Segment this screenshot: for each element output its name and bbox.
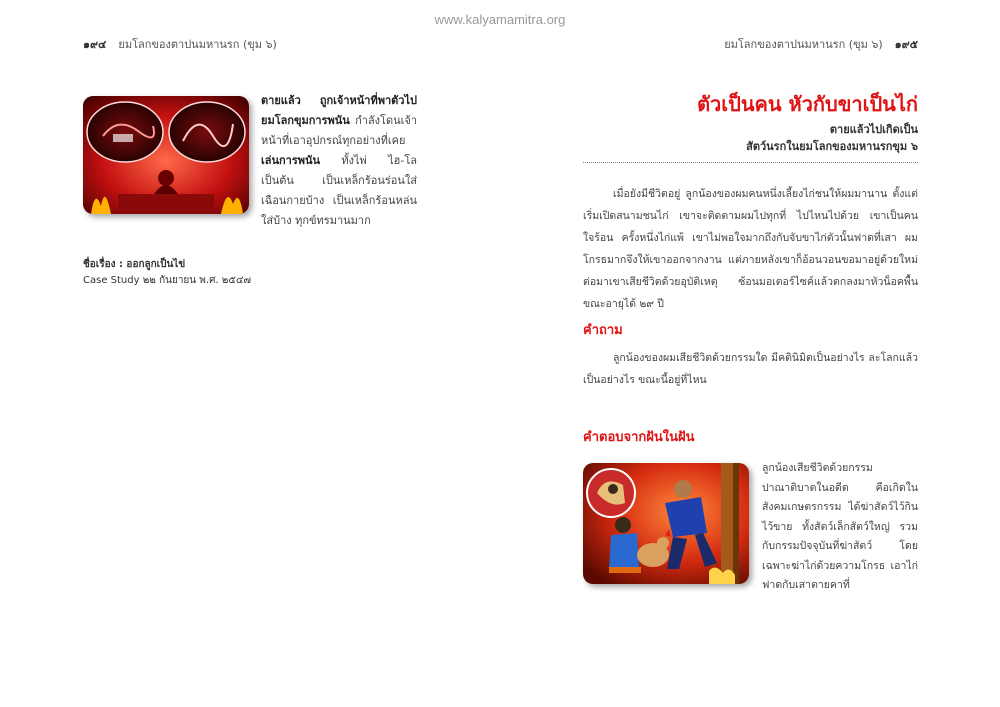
answer-heading: คำตอบจากฝันในฝัน xyxy=(583,430,695,445)
site-url[interactable]: www.kalyamamitra.org xyxy=(434,12,566,27)
page-title: ตัวเป็นคน หัวกับขาเป็นไก่ xyxy=(697,92,918,116)
right-running-header xyxy=(724,35,918,53)
subtitle-line-2: สัตว์นรกในยมโลกของมหานรกขุม ๖ xyxy=(746,140,918,153)
page-subtitle xyxy=(746,121,918,155)
story-title: ชื่อเรื่อง : ออกลูกเป็นไข่ xyxy=(83,259,186,270)
divider xyxy=(583,162,918,163)
left-caption xyxy=(261,91,417,231)
hell-judgment-illustration xyxy=(83,96,249,214)
left-header-title: ยมโลกของตาปนมหานรก (ขุม ๖) xyxy=(118,38,277,51)
caption-bold-2: เล่นการพนัน xyxy=(261,154,321,167)
story-meta xyxy=(83,257,251,289)
caption-text-2: ทั้งไพ่ ไฮ-โล เป็นต้น เป็นเหล็กร้อนร่อนใส่เฉือนกายบ้าง เป็นเหล็กร้อนหล่นใส่บ้าง ทุกข์ทรมานมาก xyxy=(261,154,417,227)
chicken-abuse-illustration xyxy=(583,463,749,584)
caption-bold-1: ตายแล้ว ถูกเจ้าหน้าที่พาตัวไปยมโลกขุมการพนัน xyxy=(261,94,417,127)
left-running-header xyxy=(83,35,277,53)
story-case: Case Study ๒๒ กันยายน พ.ศ. ๒๕๔๗ xyxy=(83,275,252,286)
right-header-title: ยมโลกของตาปนมหานรก (ขุม ๖) xyxy=(724,38,883,51)
subtitle-line-1: ตายแล้วไปเกิดเป็น xyxy=(829,123,918,136)
right-page-number: ๑๙๕ xyxy=(894,38,918,51)
question-heading: คำถาม xyxy=(583,323,623,338)
question-paragraph: ลูกน้องของผมเสียชีวิตด้วยกรรมใด มีคตินิมิตเป็นอย่างไร ละโลกแล้วเป็นอย่างไร ขณะนี้อยู่ที่ไหน xyxy=(583,352,918,386)
left-page-number: ๑๙๔ xyxy=(83,38,107,51)
caption-text-1: กำลังโดนเจ้าหน้าที่เอาอุปกรณ์ทุกอย่างที่เคย xyxy=(261,114,417,147)
answer-paragraph: ลูกน้องเสียชีวิตด้วยกรรมปาณาติบาตในอดีต คือเกิดในสังคมเกษตรกรรม ได้ฆ่าสัตว์ไว้กินไว้ขาย ทั้งสัตว์เล็กสัตว์ใหญ่ รวมกับกรรมปัจจุบันที่ฆ่าสัตว์ โดยเฉพาะฆ่าไก่ด้วยความโกรธ เอาไก่ฟาดกับเสาตายคาที่ xyxy=(762,462,918,591)
intro-paragraph: เมื่อยังมีชีวิตอยู่ ลูกน้องของผมคนหนึ่งเลี้ยงไก่ชนให้ผมมานาน ตั้งแต่เริ่มเปิดสนามชนไก่ เขาจะติดตามผมไปทุกที่ ไปไหนไปด้วย เขาเป็นคนใจร้อน ครั้งหนึ่งไก่แพ้ เขาไม่พอใจมากถึงกับจับขาไก่ตัวนั้นฟาดที่เสา ผมโกรธมากจึงให้เขาออกจากงาน แต่ภายหลังเขาก็อ้อนวอนขอมาอยู่ด้วยใหม่ ต่อมาเขาเสียชีวิตด้วยอุบัติเหตุ ซ้อนมอเตอร์ไซค์แล้วตกลงมาหัวน็อคพื้น ขณะอายุได้ ๒๙ ปี xyxy=(583,188,918,310)
